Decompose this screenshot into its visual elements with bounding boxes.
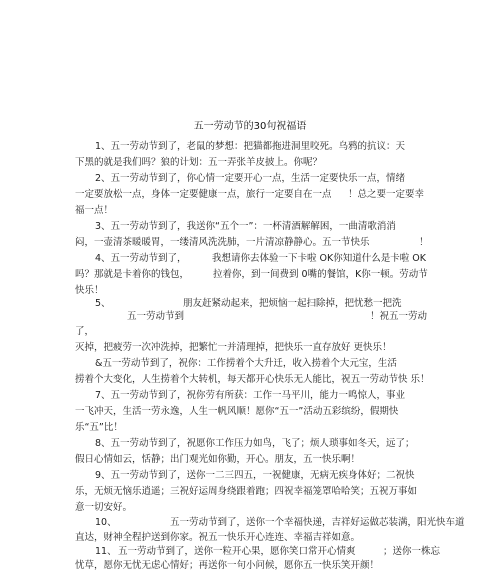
text-segment: 乐，无烦无恼乐逍遥；三祝好运周身绕跟着跑；四祝幸福笼罩哈哈笑；五祝万事如 xyxy=(75,486,418,497)
text-segment: ！总之要一定要幸 xyxy=(348,189,425,200)
text-segment: ！祝五一劳动 xyxy=(370,311,428,322)
text-segment: 闷，一壶清茶暖暖胃，一缕清风洗洗肺，一片清凉静静心。五一节快乐 xyxy=(75,237,370,248)
text-segment: 拉着你，到一间费到 0嘴的餐馆，K你一顿。劳动节 xyxy=(213,269,428,280)
text-segment: 假日心情如云，恬静；出门观光如你勤，开心。朋友，五一快乐啊！ xyxy=(75,454,361,465)
text-segment: 10、 xyxy=(95,517,117,528)
text-segment: 一飞冲天，生活一劳永逸，人生一帆风顺！愿你“五一”活动五彩缤纷，假期快 xyxy=(75,406,399,417)
text-segment: ；送你一株忘 xyxy=(383,546,441,557)
text-segment: 2、五一劳动节到了，你心情一定要开心一点，生活一定要快乐一点，情绪 xyxy=(95,173,406,184)
text-segment: 4、五一劳动节到了， xyxy=(95,253,187,264)
text-segment: 五一劳动节到 xyxy=(127,311,185,322)
text-segment: 五一劳动节到了，送你一粒开心果，愿你笑口常开心情爽 xyxy=(118,546,356,557)
text-segment: 1、五一劳动节到了，老鼠的梦想：把猫都拖进洞里咬死。乌鸦的抗议：天 xyxy=(95,141,406,152)
text-segment: 快乐！ xyxy=(75,285,104,296)
document-title: 五一劳动节的30句祝福语 xyxy=(193,121,307,132)
text-segment: 9、五一劳动节到了，送你一二三四五，一祝健康，无病无疾身体好；二祝快 xyxy=(95,470,415,481)
text-segment: 意一切安好。 xyxy=(75,502,133,513)
text-segment: 5、 xyxy=(95,298,111,309)
text-segment: 乐“五”比！ xyxy=(75,422,123,433)
text-segment: &五一劳动节到了，祝你：工作捞着个大升迁，收入捞着个大元宝，生活 xyxy=(95,358,397,369)
text-segment: 朋友赶紧动起来，把烦恼一起扫除掉，把忧愁一把洗 xyxy=(183,298,402,309)
text-segment: ！ xyxy=(419,237,429,248)
text-segment: 福一点！ xyxy=(75,205,114,216)
text-segment: 吗？那就是卡着你的钱包， xyxy=(75,269,190,280)
text-segment: 11、 xyxy=(95,546,117,557)
text-segment: 捞着个大变化，人生捞着个大转机，每天都开心快乐无人能比，祝五一劳动节快 乐！ xyxy=(75,374,430,385)
text-segment: 灭掉，把疲劳一次冲洗掉，把繁忙一并清理掉，把快乐一直存放好 更快乐！ xyxy=(75,342,392,353)
text-segment: 3、五一劳动节到了，我送你“五个一”：一杯清酒解解困，一曲清歌消消 xyxy=(95,221,396,232)
text-segment: 忧草，愿你无忧无虑心情好；再送你一句小问候，愿你五一快乐笑开颜！ xyxy=(75,560,380,571)
text-segment: 下黑的就是我们吗？狼的计划：五一弄张羊皮披上。你呢？ xyxy=(75,157,323,168)
text-segment: 直达，财神全程护送到你家。祝五一快乐开心连连、幸福吉祥如意。 xyxy=(75,532,361,543)
text-segment: 7、五一劳动节到了，祝你劳有所获：工作一马平川，能力一鸣惊人，事业 xyxy=(95,390,406,401)
text-segment: 我想请你去体验一下卡啦 OK你知道什么是卡啦 OK xyxy=(212,253,426,264)
text-segment: 8、五一劳动节到了，祝愿你工作压力如鸟，飞了；烦人琐事如冬天，远了； xyxy=(95,438,415,449)
text-segment: 五一劳动节到了，送你一个幸福快递，吉祥好运做芯装满，阳光快车道 xyxy=(170,517,465,528)
text-segment: 一定要放松一点，身体一定要健康一点，旅行一定要自在一点 xyxy=(75,189,332,200)
text-segment: 了， xyxy=(75,326,95,337)
